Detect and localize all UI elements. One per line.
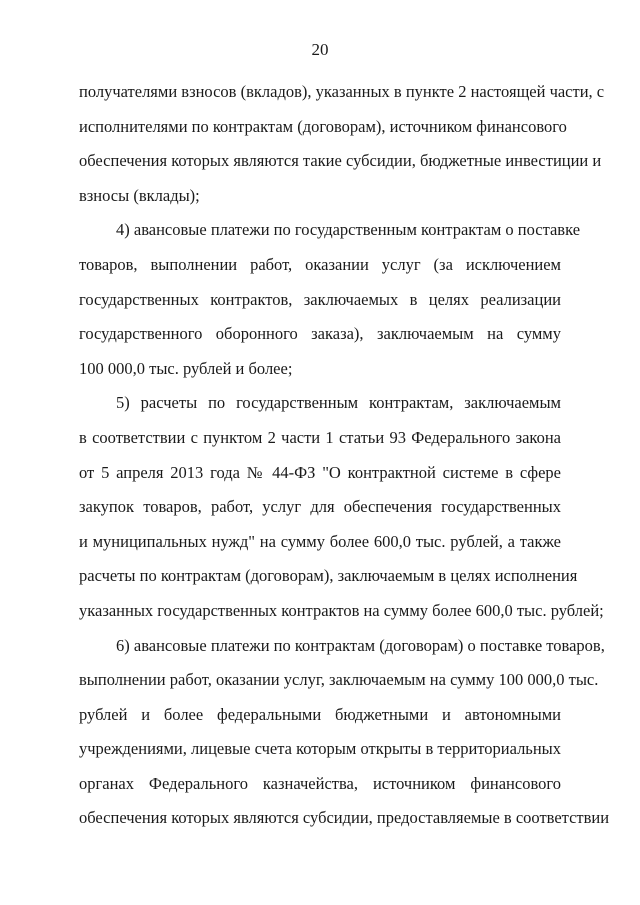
paragraph-continuation [79,75,605,213]
paragraph-item-5 [79,386,604,628]
text-line: обеспечения которых являются субсидии, предоставляемые в соответствии [79,808,610,828]
text-line: 4) авансовые платежи по государственным контрактам о поставке [116,220,581,240]
text-line: в соответствии с пунктом 2 части 1 статьи 93 Федерального закона [79,427,561,447]
text-line: выполнении работ, оказании услуг, заключаемым на сумму 100 000,0 тыс. [79,670,599,690]
text-line: от 5 апреля 2013 года № 44-ФЗ "О контрактной системе в сфере [79,462,561,482]
paragraph-item-6 [79,629,610,837]
document-body [79,75,610,836]
text-line: получателями взносов (вкладов), указанных в пункте 2 настоящей части, с [79,82,605,101]
text-line: взносы (вклады); [79,185,200,205]
text-line: указанных государственных контрактов на сумму более 600,0 тыс. рублей; [79,600,604,620]
text-line: и муниципальных нужд" на сумму более 600,0 тыс. рублей, а также [79,531,561,551]
text-line: расчеты по контрактам (договорам), заключаемым в целях исполнения [79,566,578,586]
text-line: исполнителями по контрактам (договорам), источником финансового [79,116,567,136]
text-line: 100 000,0 тыс. рублей и более; [79,358,293,378]
text-line: органах Федерального казначейства, источником финансового [79,773,561,793]
text-line: учреждениями, лицевые счета которым открыты в территориальных [79,739,561,759]
text-line: государственного оборонного заказа), заключаемым на сумму [79,324,561,344]
text-line: товаров, выполнении работ, оказании услуг (за исключением [79,254,561,274]
paragraph-item-4 [79,213,581,386]
text-line: обеспечения которых являются такие субсидии, бюджетные инвестиции и [79,151,602,171]
text-line: закупок товаров, работ, услуг для обеспечения государственных [79,497,561,517]
page-number: 20 [311,40,329,59]
text-line: 6) авансовые платежи по контрактам (договорам) о поставке товаров, [116,635,605,655]
text-line: рублей и более федеральными бюджетными и автономными [79,704,561,724]
text-line: 5) расчеты по государственным контрактам, заключаемым [116,393,561,413]
text-line: государственных контрактов, заключаемых в целях реализации [79,289,561,309]
